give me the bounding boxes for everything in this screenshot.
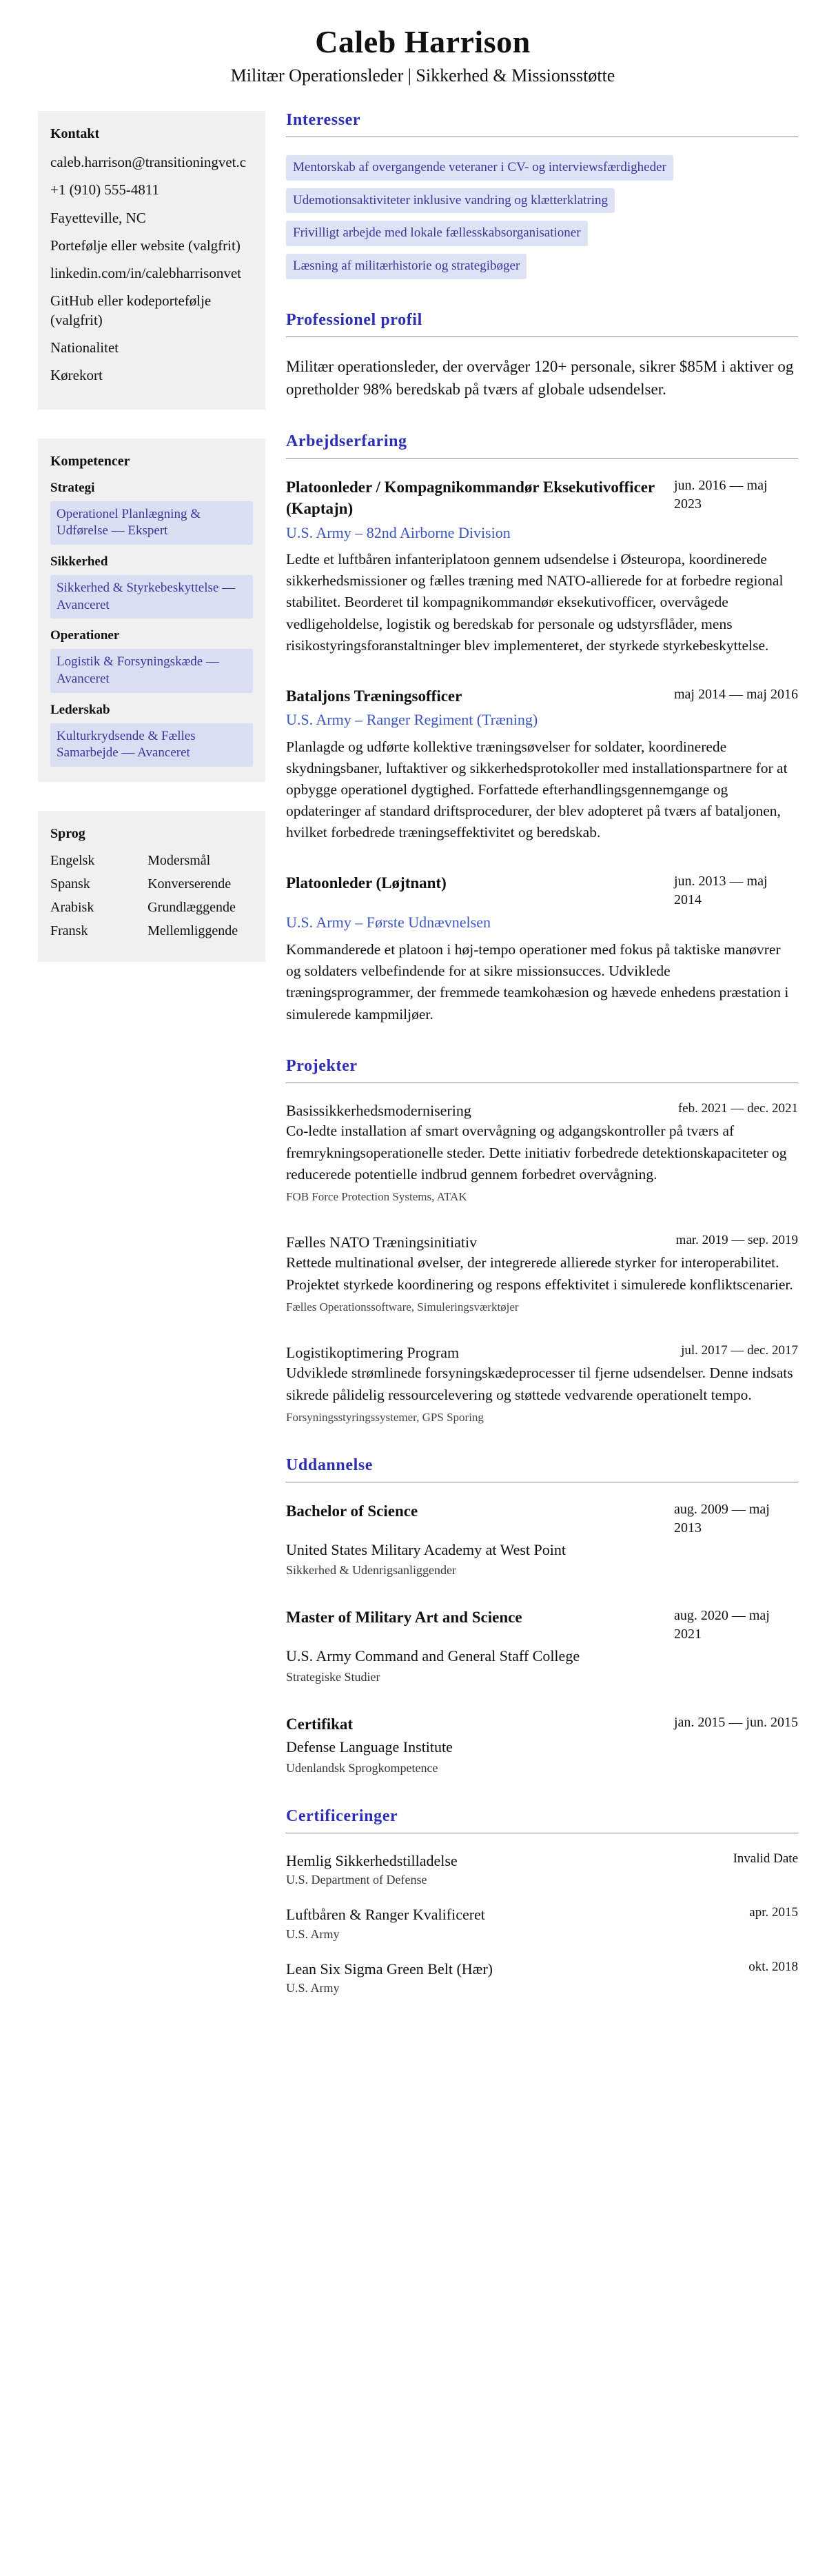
education-dates: aug. 2009 — maj 2013 bbox=[674, 1501, 770, 1536]
profile-text: Militær operationsleder, der overvåger 120+ personale, sikrer $85M i aktiver og opretholder 98% beredskab på tværs af globale udsendelser. bbox=[286, 357, 794, 399]
skill-group-label: Operationer bbox=[50, 628, 120, 643]
education-degree: Bachelor of Science bbox=[286, 1502, 418, 1520]
education-dates: aug. 2020 — maj 2021 bbox=[674, 1608, 770, 1642]
certification-issuer: U.S. Department of Defense bbox=[286, 1873, 427, 1887]
project-name: Fælles NATO Træningsinitiativ bbox=[286, 1233, 478, 1251]
education-dates: jan. 2015 — jun. 2015 bbox=[674, 1714, 798, 1730]
section-title-projects: Projekter bbox=[286, 1056, 358, 1075]
language-row bbox=[50, 923, 253, 939]
job-dates: jun. 2016 — maj 2023 bbox=[674, 478, 768, 512]
education-field: Sikkerhed & Udenrigsanliggender bbox=[286, 1563, 456, 1578]
section-title-certifications: Certificeringer bbox=[286, 1807, 398, 1825]
contact-box bbox=[38, 111, 265, 410]
job-entry-head bbox=[286, 685, 798, 707]
project-tools: FOB Force Protection Systems, ATAK bbox=[286, 1189, 467, 1203]
project-entry-head bbox=[286, 1343, 798, 1363]
skill-chip: Sikkerhed & Styrkebeskyttelse — Avanceret bbox=[50, 575, 253, 618]
education-entry bbox=[286, 1607, 798, 1684]
skill-chip: Operationel Planlægning & Udførelse — Ekspert bbox=[50, 501, 253, 545]
main-column bbox=[286, 111, 808, 2027]
certification-entry bbox=[286, 1851, 798, 1888]
contact-linkedin[interactable]: linkedin.com/in/calebharrisonvet bbox=[50, 265, 241, 282]
language-level: Grundlæggende bbox=[147, 900, 236, 916]
section-title-interests: Interesser bbox=[286, 111, 361, 129]
job-role: Bataljons Træningsofficer bbox=[286, 687, 462, 705]
skill-group-label: Lederskab bbox=[50, 702, 110, 717]
section-title-education: Uddannelse bbox=[286, 1456, 374, 1474]
contact-title: Kontakt bbox=[50, 126, 100, 141]
job-role: Platoonleder (Løjtnant) bbox=[286, 874, 447, 892]
certification-head bbox=[286, 1851, 798, 1871]
certification-head bbox=[286, 1960, 798, 1980]
education-degree: Certifikat bbox=[286, 1715, 354, 1733]
contact-email[interactable]: caleb.harrison@transitioningvet.c bbox=[50, 154, 247, 170]
job-description: Planlagde og udførte kollektive træningsøvelser for soldater, koordinerede skydningsbaner, luftaktiver og sikkerhedsprotokoller med installationspartnere for at opbygge operationel dygtighed. Forfattede efterhandlingsgennemgange og opdateringer af standard driftsprocedurer, der blev adopteret på tværs af bataljonen, hvilket forbedrede træningseffektivitet og beredskab. bbox=[286, 738, 788, 841]
project-entry bbox=[286, 1343, 798, 1425]
section-projects bbox=[286, 1057, 798, 1425]
job-entry bbox=[286, 685, 798, 844]
education-entry bbox=[286, 1713, 798, 1775]
skills-title: Kompetencer bbox=[50, 453, 130, 469]
language-level: Mellemliggende bbox=[147, 923, 238, 939]
contact-github: GitHub eller kodeportefølje (valgfrit) bbox=[50, 292, 212, 328]
education-entry-head bbox=[286, 1607, 798, 1644]
section-title-profile: Professionel profil bbox=[286, 310, 422, 329]
certification-date: Invalid Date bbox=[733, 1851, 798, 1866]
job-entry-head bbox=[286, 476, 798, 519]
job-entry-head bbox=[286, 872, 798, 909]
certification-name: Hemlig Sikkerhedstilladelse bbox=[286, 1851, 458, 1869]
interest-chip: Læsning af militærhistorie og strategibøger bbox=[286, 254, 527, 279]
language-level: Konverserende bbox=[147, 876, 232, 892]
skill-group-label: Strategi bbox=[50, 480, 95, 495]
interest-chip: Udemotionsaktiviteter inklusive vandring og klætterklatring bbox=[286, 188, 615, 214]
section-certifications bbox=[286, 1807, 798, 1996]
certification-name: Luftbåren & Ranger Kvalificeret bbox=[286, 1906, 485, 1924]
contact-location: Fayetteville, NC bbox=[50, 209, 146, 226]
education-school: U.S. Army Command and General Staff College bbox=[286, 1647, 580, 1665]
certification-date: apr. 2015 bbox=[749, 1905, 798, 1920]
job-entry bbox=[286, 476, 798, 656]
language-name: Fransk bbox=[50, 923, 88, 939]
education-degree: Master of Military Art and Science bbox=[286, 1609, 522, 1627]
job-dates: jun. 2013 — maj 2014 bbox=[674, 874, 768, 908]
skill-group-label: Sikkerhed bbox=[50, 554, 108, 570]
project-description: Rettede multinational øvelser, der integrerede allierede styrker for interoperabilitet. Projektet styrkede koordinering og respons effektivitet i simulerede konfliktscenarier. bbox=[286, 1254, 793, 1293]
project-entry-head bbox=[286, 1101, 798, 1121]
project-entry bbox=[286, 1233, 798, 1314]
candidate-name: Caleb Harrison bbox=[315, 24, 531, 59]
certification-date: okt. 2018 bbox=[748, 1959, 798, 1974]
education-field: Strategiske Studier bbox=[286, 1669, 380, 1684]
certification-issuer: U.S. Army bbox=[286, 1926, 340, 1941]
interest-chip: Frivilligt arbejde med lokale fællesskabsorganisationer bbox=[286, 221, 588, 246]
education-field: Udenlandsk Sprogkompetence bbox=[286, 1760, 438, 1775]
section-divider bbox=[286, 336, 798, 337]
certification-entry bbox=[286, 1905, 798, 1942]
job-company: U.S. Army – Første Udnævnelsen bbox=[286, 914, 491, 932]
job-company: U.S. Army – Ranger Regiment (Træning) bbox=[286, 711, 538, 729]
project-description: Co-ledte installation af smart overvågning og adgangskontroller på tværs af fremrykningsoperationelle steder. Dette initiativ forbedrede detektionskapaciteter og reducerede potentielle indbrud gennem forbedret overvågning. bbox=[286, 1123, 787, 1183]
project-tools: Fælles Operationssoftware, Simuleringsværktøjer bbox=[286, 1300, 519, 1314]
language-level: Modersmål bbox=[147, 853, 211, 869]
education-school: Defense Language Institute bbox=[286, 1738, 453, 1755]
contact-license: Kørekort bbox=[50, 367, 103, 384]
skills-box bbox=[38, 439, 265, 783]
language-name: Arabisk bbox=[50, 900, 94, 916]
skill-chip: Logistik & Forsyningskæde — Avanceret bbox=[50, 649, 253, 692]
resume-columns bbox=[38, 111, 808, 2027]
languages-box bbox=[38, 811, 265, 962]
interest-chip: Mentorskab af overgangende veteraner i CV- og interviewsfærdigheder bbox=[286, 155, 673, 181]
section-education bbox=[286, 1456, 798, 1775]
job-role: Platoonleder / Kompagnikommandør Eksekutivofficer (Kaptajn) bbox=[286, 479, 655, 518]
certification-name: Lean Six Sigma Green Belt (Hær) bbox=[286, 1960, 493, 1978]
project-name: Basissikkerhedsmodernisering bbox=[286, 1101, 471, 1119]
section-profile bbox=[286, 311, 798, 401]
section-interests bbox=[286, 111, 798, 279]
job-description: Ledte et luftbåren infanteriplatoon gennem udsendelse i Østeuropa, koordinerede sikkerhedsmissioner og fælles træning med NATO-allierede for at forbedre regional stabilitet. Beorderet til kompagnikommandør eksekutivofficer, overvågede vedligeholdelse, logistik og beredskab for personale og udstyrsflåder, mens risikostyringsforanstaltninger blev implementeret, der styrkede styrkebeskyttelse. bbox=[286, 551, 784, 654]
project-entry-head bbox=[286, 1233, 798, 1253]
language-name: Engelsk bbox=[50, 853, 95, 869]
languages-title: Sprog bbox=[50, 826, 85, 842]
project-dates: feb. 2021 — dec. 2021 bbox=[677, 1100, 798, 1116]
education-entry-head bbox=[286, 1713, 798, 1735]
certification-issuer: U.S. Army bbox=[286, 1981, 340, 1995]
contact-nationality: Nationalitet bbox=[50, 339, 119, 356]
language-row bbox=[50, 853, 253, 869]
certification-head bbox=[286, 1905, 798, 1925]
education-school: United States Military Academy at West Point bbox=[286, 1540, 566, 1558]
section-experience bbox=[286, 432, 798, 1025]
contact-website: Portefølje eller website (valgfrit) bbox=[50, 237, 241, 254]
certification-entry bbox=[286, 1960, 798, 1996]
project-description: Udviklede strømlinede forsyningskædeprocesser til fjerne udsendelser. Denne indsats sikrede pålidelig ressourcelevering og støttede vedvarende operationelt tempo. bbox=[286, 1365, 793, 1403]
resume-header bbox=[38, 23, 808, 86]
contact-phone: +1 (910) 555-4811 bbox=[50, 181, 160, 199]
section-title-experience: Arbejdserfaring bbox=[286, 432, 407, 451]
language-row bbox=[50, 876, 253, 892]
education-entry-head bbox=[286, 1500, 798, 1538]
job-company: U.S. Army – 82nd Airborne Division bbox=[286, 523, 511, 541]
project-dates: jul. 2017 — dec. 2017 bbox=[681, 1342, 798, 1358]
language-row bbox=[50, 900, 253, 916]
project-tools: Forsyningsstyringssystemer, GPS Sporing bbox=[286, 1410, 484, 1424]
language-name: Spansk bbox=[50, 876, 90, 892]
project-dates: mar. 2019 — sep. 2019 bbox=[675, 1232, 798, 1247]
job-entry bbox=[286, 872, 798, 1025]
skill-chip: Kulturkrydsende & Fælles Samarbejde — Avanceret bbox=[50, 723, 253, 767]
job-description: Kommanderede et platoon i høj-tempo operationer med fokus på taktiske manøvrer og soldaters velbefindende for at sikre missionsucces. Udviklede træningsprogrammer, der fremmede teamkohæsion og hævede enhedens præstation i simulerede kampmiljøer. bbox=[286, 941, 789, 1023]
education-entry bbox=[286, 1500, 798, 1578]
section-divider bbox=[286, 458, 798, 459]
job-dates: maj 2014 — maj 2016 bbox=[674, 686, 798, 702]
project-name: Logistikoptimering Program bbox=[286, 1343, 460, 1361]
sidebar bbox=[38, 111, 265, 2027]
project-entry bbox=[286, 1101, 798, 1204]
candidate-title: Militær Operationsleder | Sikkerhed & Missionsstøtte bbox=[230, 66, 615, 85]
